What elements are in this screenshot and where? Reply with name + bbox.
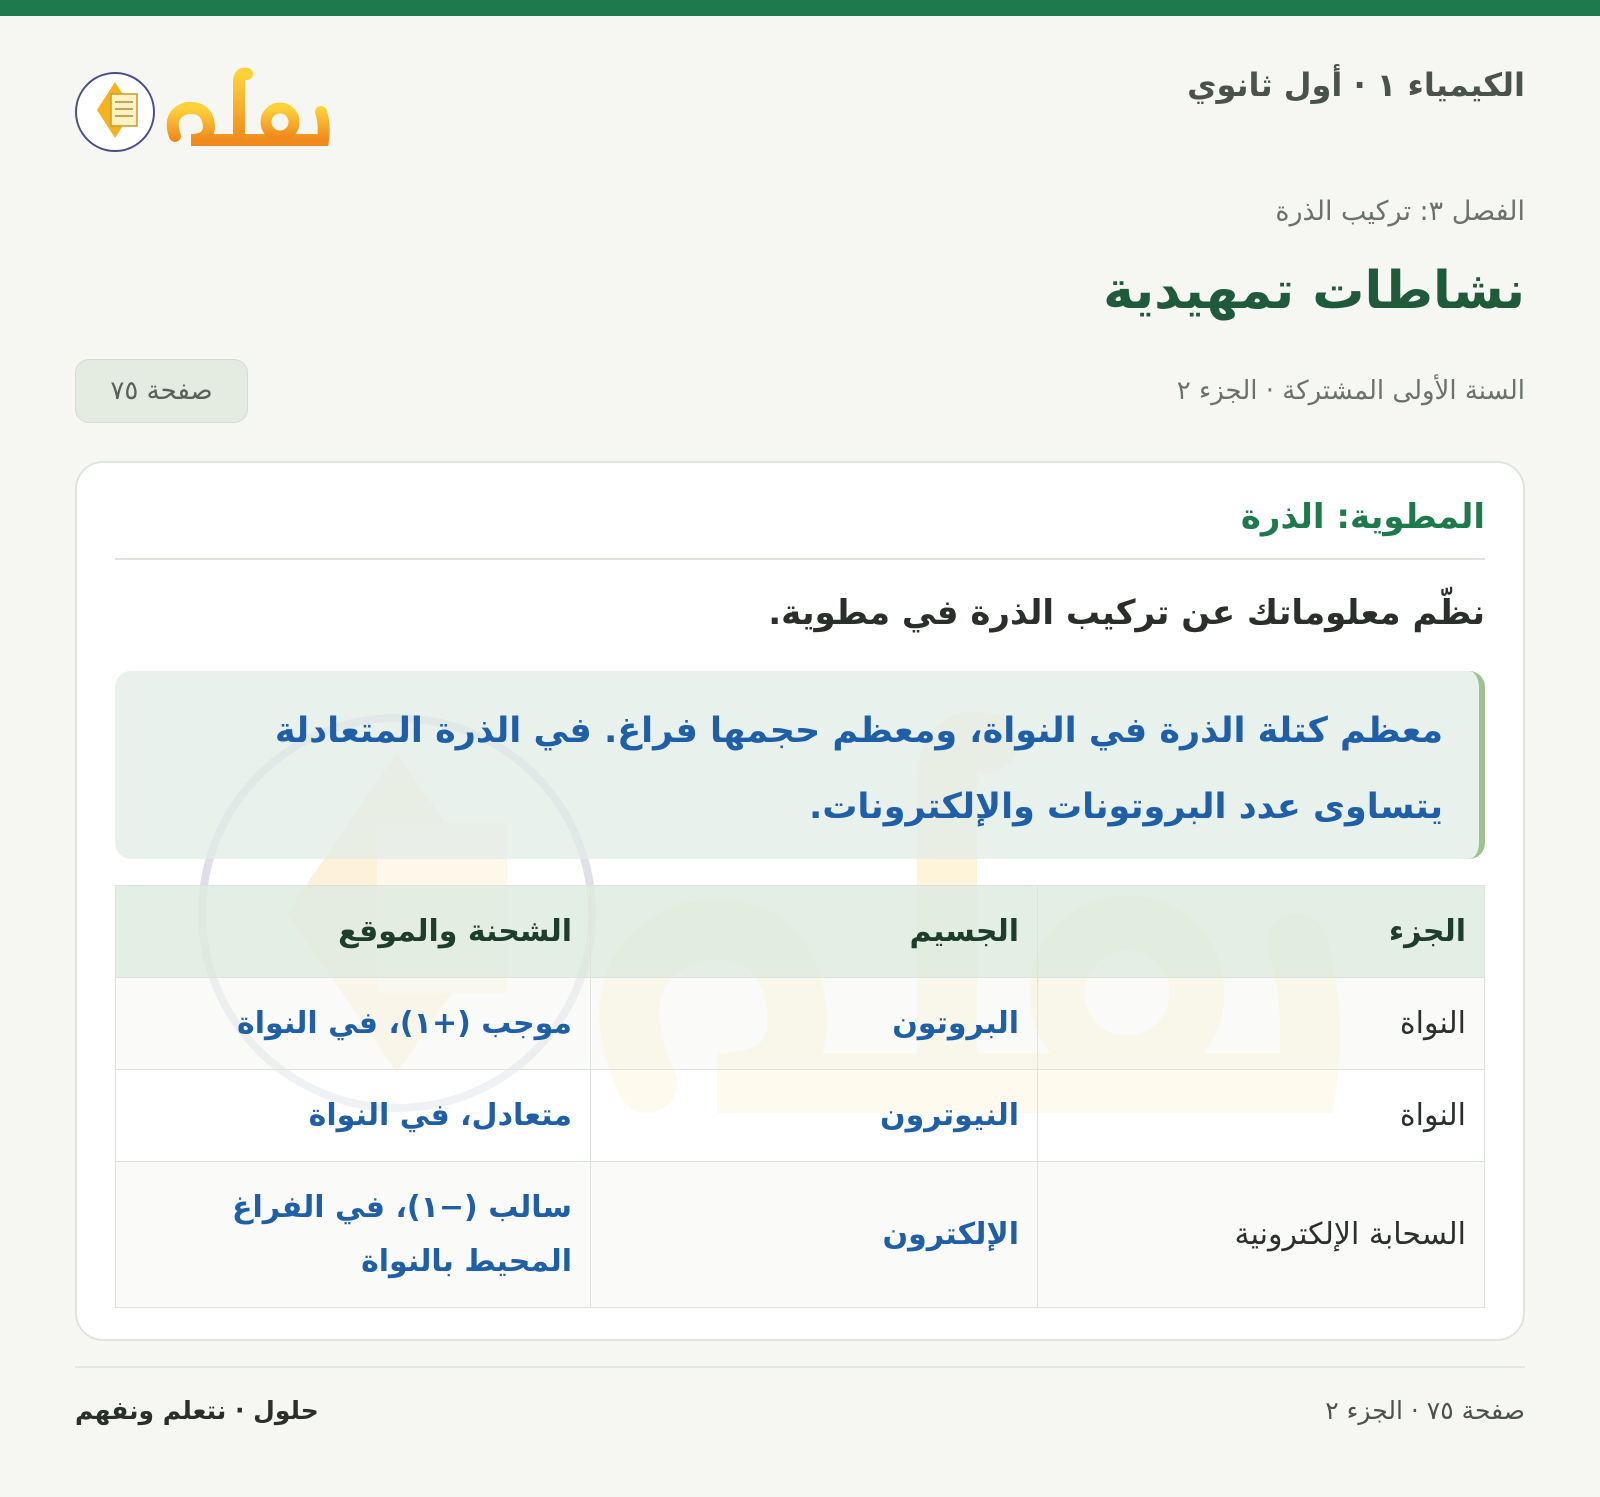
header-part: الجزء [1038,886,1485,978]
page-badge: صفحة ٧٥ [75,359,248,423]
top-accent-bar [0,0,1600,16]
foldable-heading: المطوية: الذرة [1240,497,1485,537]
header-charge-location: الشحنة والموقع [116,886,591,978]
atom-structure-table [115,885,1485,1308]
header-particle: الجسيم [591,886,1038,978]
grade-part-label: السنة الأولى المشتركة · الجزء ٢ [1176,376,1525,406]
cell-charge-location: موجب (+١)، في النواة [116,978,591,1070]
cell-particle: النيوترون [591,1070,1038,1162]
heading-divider [115,558,1485,560]
cell-charge-location: سالب (−١)، في الفراغ المحيط بالنواة [116,1162,591,1308]
cell-particle: البروتون [591,978,1038,1070]
chapter-label: الفصل ٣: تركيب الذرة [1275,196,1525,227]
cell-part: النواة [1038,978,1485,1070]
answer-text: معظم كتلة الذرة في النواة، ومعظم حجمها فراغ. في الذرة المتعادلة يتساوى عدد البروتونات والإلكترونات. [274,711,1443,827]
book-title: الكيمياء ١ · أول ثانوي [1187,66,1525,104]
footer-page-info: صفحة ٧٥ · الجزء ٢ [1325,1396,1525,1425]
table-row [116,978,1485,1070]
question-prompt: نظّم معلوماتك عن تركيب الذرة في مطوية. [768,593,1485,633]
table-header-row [116,886,1485,978]
hulul-logo [75,52,335,162]
cell-charge-location: متعادل، في النواة [116,1070,591,1162]
table-row [116,1070,1485,1162]
cell-part: النواة [1038,1070,1485,1162]
cell-part: السحابة الإلكترونية [1038,1162,1485,1308]
answer-box [115,671,1485,859]
page [75,16,1525,1497]
table-row [116,1162,1485,1308]
footer-brand: حلول · نتعلم ونفهم [75,1396,319,1425]
lesson-title: نشاطات تمهيدية [1103,261,1525,321]
cell-particle: الإلكترون [591,1162,1038,1308]
footer-divider [75,1366,1525,1368]
foldable-card [75,461,1525,1341]
